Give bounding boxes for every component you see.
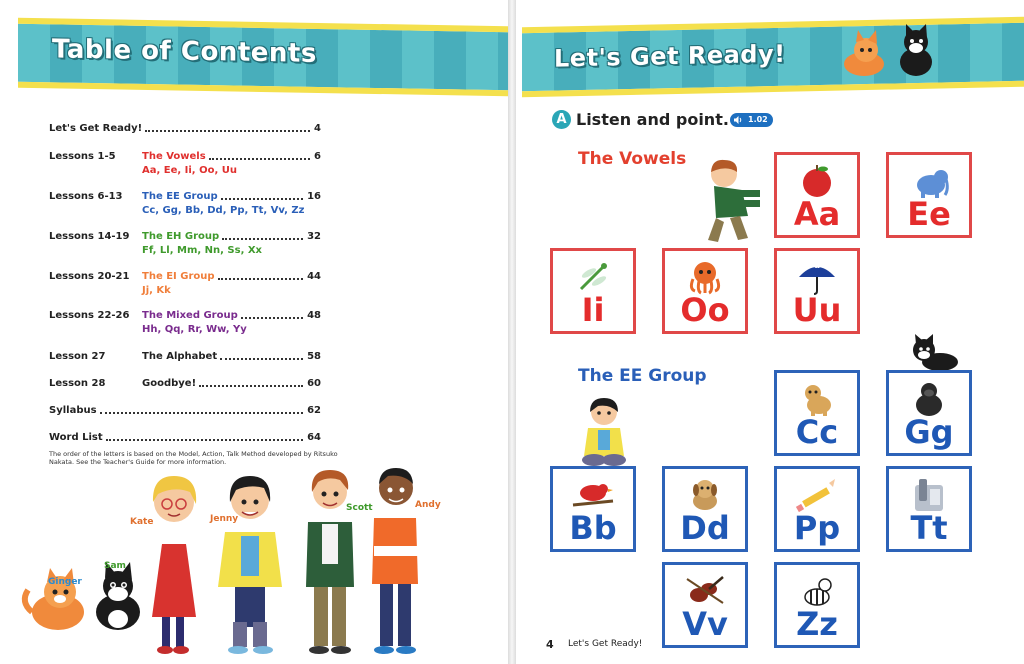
character-name-label: Andy (415, 500, 441, 510)
footer-title: Let's Get Ready! (568, 639, 643, 649)
toc-entry-page: 4 (314, 123, 321, 134)
letter-card[interactable] (774, 152, 860, 238)
dog-icon (683, 477, 727, 513)
card-letters: Uu (792, 291, 842, 329)
bird-icon (571, 477, 615, 513)
card-letters: Aa (793, 195, 841, 233)
page-number: 4 (546, 638, 554, 651)
card-letters: Ii (581, 291, 605, 329)
card-letters: Ee (907, 195, 951, 233)
toc-leader-dots (241, 317, 303, 319)
toc-entry-title: The Mixed Group (142, 310, 238, 321)
toc-leader-dots (220, 358, 303, 360)
audio-track-button[interactable] (730, 113, 773, 127)
toc-entry-label: Lessons 6-13 (49, 191, 123, 202)
toc-entry-label: Lesson 27 (49, 351, 106, 362)
character-name-label: Scott (346, 503, 373, 513)
toc-banner-title: Table of Contents (52, 34, 317, 69)
kate-character-icon (152, 476, 196, 654)
character-name-label: Ginger (48, 577, 82, 587)
toc-leader-dots (145, 130, 310, 132)
book-gutter (508, 0, 516, 664)
instruction-text: Listen and point. (576, 110, 729, 129)
toc-leader-dots (199, 385, 303, 387)
toc-leader-dots (221, 198, 303, 200)
telephone-icon (907, 477, 951, 513)
toc-entry-title: The EE Group (142, 191, 218, 202)
toc-entry-page: 44 (307, 271, 321, 282)
sam-cat-icon (96, 562, 140, 630)
toc-entry-title: Goodbye! (142, 378, 197, 389)
card-letters: Tt (910, 509, 948, 547)
card-letters: Cc (795, 413, 839, 451)
letter-card[interactable] (774, 248, 860, 334)
character-name-label: Jenny (210, 514, 239, 524)
toc-entry-page: 32 (307, 231, 321, 242)
toc-leader-dots (209, 158, 310, 160)
toc-entry-label: Lessons 14-19 (49, 231, 130, 242)
toc-entry-title: The Alphabet (142, 351, 218, 362)
left-page (0, 0, 508, 664)
card-letters: Pp (793, 509, 841, 547)
toc-entry-label: Syllabus (49, 405, 97, 416)
apple-icon (795, 163, 839, 199)
toc-entry-label: Word List (49, 432, 103, 443)
jenny-character-icon (218, 476, 282, 654)
toc-entry-label: Lessons 1-5 (49, 151, 116, 162)
letter-card[interactable] (550, 466, 636, 552)
letter-card[interactable] (662, 466, 748, 552)
card-letters: Oo (680, 291, 730, 329)
card-letters: Dd (680, 509, 730, 547)
umbrella-letter: u (813, 261, 821, 271)
card-letters: Vv (682, 605, 728, 643)
letter-card[interactable] (886, 466, 972, 552)
right-page (516, 0, 1024, 664)
characters-illustration (20, 462, 450, 662)
toc-entry-page: 64 (307, 432, 321, 443)
toc-entry-label: Lesson 28 (49, 378, 106, 389)
pencil-icon (795, 477, 839, 513)
toc-entry-title: The Vowels (142, 151, 206, 162)
cougar-icon (795, 381, 839, 417)
toc-entry-letters: Hh, Qq, Rr, Ww, Yy (142, 324, 247, 335)
card-letters: Bb (569, 509, 617, 547)
letter-card[interactable] (886, 370, 972, 456)
toc-entry-page: 6 (314, 151, 321, 162)
andy-character-icon (372, 468, 418, 654)
audio-track-number: 1.02 (748, 115, 768, 124)
octopus-icon (683, 259, 727, 295)
zebra-icon (795, 573, 839, 609)
toc-entry-label: Let's Get Ready! (49, 123, 143, 134)
toc-entry-title: The EH Group (142, 231, 220, 242)
vowels-heading: The Vowels (578, 149, 687, 169)
elephant-icon (907, 163, 951, 199)
letter-card[interactable] (774, 466, 860, 552)
toc-entry-letters: Jj, Kk (142, 285, 171, 296)
speaker-icon (733, 115, 743, 125)
letter-card[interactable] (774, 562, 860, 648)
toc-leader-dots (218, 278, 303, 280)
toc-entry-page: 16 (307, 191, 321, 202)
toc-leader-dots (222, 238, 303, 240)
ready-banner (522, 17, 1024, 98)
letter-card[interactable] (662, 562, 748, 648)
method-note: The order of the letters is based on the Model, Action, Talk Method developed by Ritsuko Nakata. See the Teacher's Guide for more information. (49, 450, 338, 466)
toc-entry-page: 62 (307, 405, 321, 416)
ee-group-heading: The EE Group (578, 366, 707, 386)
toc-leader-dots (100, 412, 303, 414)
toc-banner (18, 18, 508, 97)
toc-entry-letters: Ff, Ll, Mm, Nn, Ss, Xx (142, 245, 263, 256)
scott-character-icon (306, 470, 354, 654)
letter-card[interactable] (886, 152, 972, 238)
toc-leader-dots (106, 439, 303, 441)
boy-pushing-icon (694, 156, 764, 248)
insect-icon (571, 259, 615, 295)
toc-entry-letters: Aa, Ee, Ii, Oo, Uu (142, 165, 237, 176)
cat-sitting-icon (910, 332, 960, 372)
toc-entry-page: 58 (307, 351, 321, 362)
toc-entry-page: 60 (307, 378, 321, 389)
activity-badge: A (552, 110, 571, 129)
toc-entry-letters: Cc, Gg, Bb, Dd, Pp, Tt, Vv, Zz (142, 205, 305, 216)
toc-entry-page: 48 (307, 310, 321, 321)
letter-card[interactable] (774, 370, 860, 456)
banner-cats-icon (836, 24, 946, 78)
card-letters: Gg (904, 413, 954, 451)
letter-card[interactable] (550, 248, 636, 334)
ready-banner-title: Let's Get Ready! (554, 39, 786, 73)
card-letters: Zz (796, 605, 838, 643)
toc-entry-label: Lessons 20-21 (49, 271, 130, 282)
gorilla-icon (907, 381, 951, 417)
toc-entry-label: Lessons 22-26 (49, 310, 130, 321)
character-name-label: Sam (104, 561, 126, 571)
character-name-label: Kate (130, 517, 154, 527)
girl-sitting-icon (570, 396, 640, 472)
letter-card[interactable] (662, 248, 748, 334)
toc-entry-title: The EI Group (142, 271, 215, 282)
violin-icon (683, 573, 727, 609)
